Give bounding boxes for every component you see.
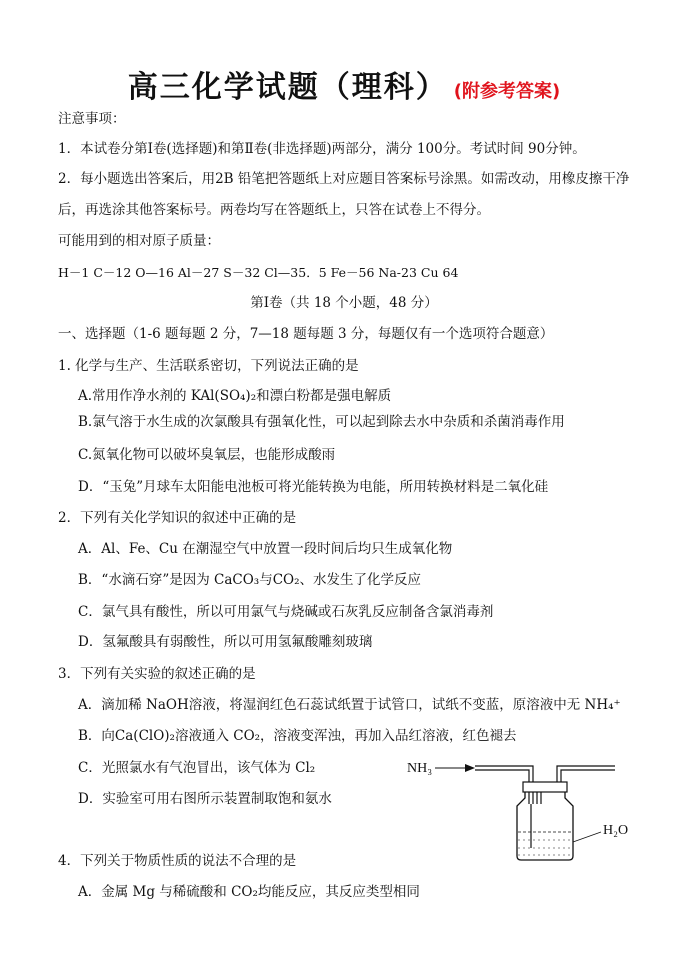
- question-4-stem: 4．下列关于物质性质的说法不合理的是: [58, 853, 297, 869]
- ammonia-absorption-apparatus: [405, 752, 635, 862]
- liquid-label: H₂O: [603, 823, 629, 838]
- question-4-option-a: A．金属 Mg 与稀硫酸和 CO₂均能反应，其反应类型相同: [78, 884, 420, 900]
- question-1-option-c: C.氮氧化物可以破坏臭氧层，也能形成酸雨: [78, 447, 336, 463]
- title-row: [0, 62, 688, 106]
- question-2-option-d: D．氢氟酸具有弱酸性，所以可用氢氟酸雕刻玻璃: [78, 634, 373, 650]
- section-title: 第Ⅰ卷（共 18 个小题，48 分）: [250, 295, 438, 311]
- question-2-option-a: A．Al、Fe、Cu 在潮湿空气中放置一段时间后均只生成氧化物: [78, 541, 453, 557]
- section-intro: 一、选择题（1-6 题每题 2 分，7—18 题每题 3 分，每题仅有一个选项符合题意）: [58, 326, 554, 342]
- instruction-item-2-line-2: 后，再选涂其他答案标号。两卷均写在答题纸上，只答在试卷上不得分。: [58, 202, 490, 218]
- question-1-option-d: D．“玉兔”月球车太阳能电池板可将光能转换为电能，所用转换材料是二氧化硅: [78, 479, 549, 495]
- question-2-option-c: C．氯气具有酸性，所以可用氯气与烧碱或石灰乳反应制备含氯消毒剂: [78, 604, 494, 620]
- gas-flow-arrowhead: [465, 764, 475, 772]
- answer-note: (附参考答案): [453, 81, 561, 102]
- question-3-option-d: D．实验室可用右图所示装置制取饱和氨水: [78, 791, 332, 807]
- question-3-option-b: B．向Ca(ClO)₂溶液通入 CO₂，溶液变浑浊，再加入品红溶液，红色褪去: [78, 728, 517, 744]
- question-1-stem: 1. 化学与生产、生活联系密切，下列说法正确的是: [58, 358, 359, 374]
- question-1-option-b: B.氯气溶于水生成的次氯酸具有强氧化性，可以起到除去水中杂质和杀菌消毒作用: [78, 414, 565, 430]
- atomic-mass-heading: 可能用到的相对原子质量：: [58, 233, 220, 249]
- question-3-stem: 3．下列有关实验的叙述正确的是: [58, 666, 256, 682]
- question-3-option-c: C．光照氯水有气泡冒出，该气体为 Cl₂: [78, 760, 316, 776]
- bottle-stopper: [523, 782, 567, 792]
- question-1-option-a: A.常用作净水剂的 KAl(SO₄)₂和漂白粉都是强电解质: [78, 388, 392, 404]
- gas-bottle: [517, 792, 573, 860]
- instruction-item-2-line-1: 2．每小题选出答案后，用2B 铅笔把答题纸上对应题目答案标号涂黑。如需改动，用橡皮擦干净: [58, 171, 630, 187]
- question-2-option-b: B．“水滴石穿”是因为 CaCO₃与CO₂、水发生了化学反应: [78, 572, 422, 588]
- question-3-option-a: A．滴加稀 NaOH溶液，将湿润红色石蕊试纸置于试管口，试纸不变蓝，原溶液中无 NH₄⁺: [78, 697, 621, 713]
- instruction-item-1: 1．本试卷分第Ⅰ卷(选择题)和第Ⅱ卷(非选择题)两部分，满分 100分。考试时间 90分钟。: [58, 141, 586, 157]
- instructions-heading: 注意事项：: [58, 111, 126, 127]
- liquid-leader-line: [573, 832, 601, 842]
- gas-label: NH₃: [407, 761, 433, 776]
- question-2-stem: 2．下列有关化学知识的叙述中正确的是: [58, 510, 297, 526]
- atomic-mass-list: H－1 C－12 O—16 Al－27 S－32 Cl—35．5 Fe－56 Na-23 Cu 64: [58, 265, 459, 280]
- page-title: 高三化学试题（理科）: [127, 70, 448, 105]
